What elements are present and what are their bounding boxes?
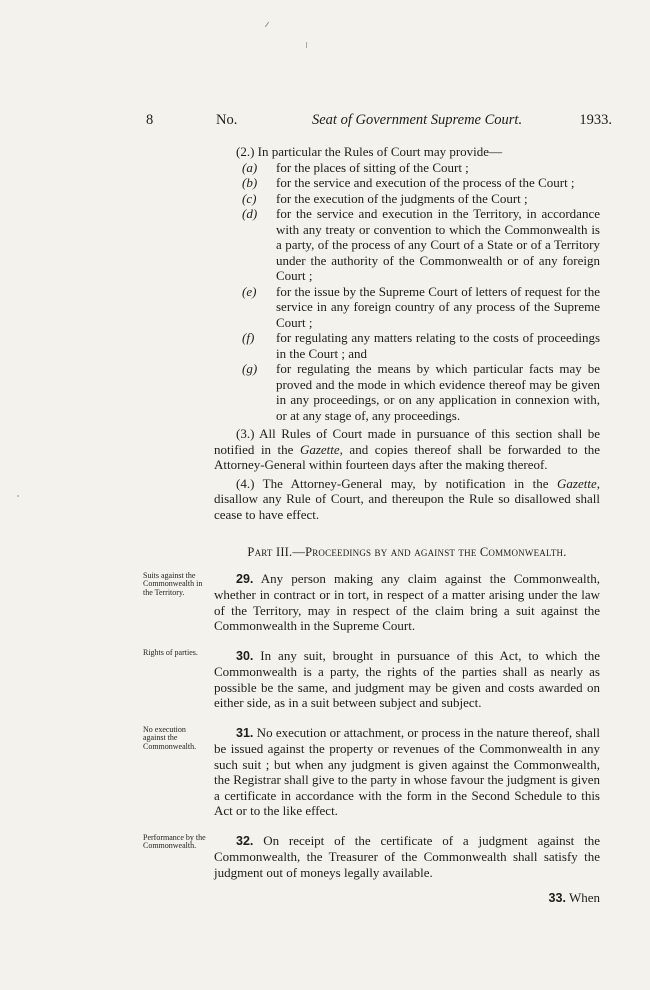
- section-31: [143, 724, 600, 819]
- page-number: 8: [146, 112, 154, 128]
- marginal-note: Rights of parties.: [143, 647, 198, 657]
- section-number: 30.: [236, 648, 254, 663]
- catchword: 33. When: [548, 890, 600, 905]
- marginal-note: No execution against the Commonwealth.: [143, 724, 197, 751]
- list-item: [214, 330, 600, 361]
- subsection-3: (3.) All Rules of Court made in pursuance of this section shall be notified in the Gazette, and copies thereof shall be forwarded to the Attorney-General within fourteen days after the making thereof.: [214, 426, 600, 472]
- document-body: [143, 144, 600, 907]
- section-text: No execution or attachment, or process in the nature thereof, shall be issued against the property or revenues of the Commonwealth in any such suit ; but when any judgment is given against the Commonwealth, the Registrar shall give to the party in whose favour the judgment is given a certificate in accordance with the form in the Second Schedule to this Act or to the like effect.: [214, 724, 600, 818]
- subsection-2-intro: (2.) In particular the Rules of Court may provide—: [236, 144, 503, 159]
- marginal-note: Performance by the Commonwealth.: [143, 832, 206, 850]
- item-text: for the places of sitting of the Court ;: [276, 159, 469, 175]
- paper-mark: [265, 22, 269, 27]
- running-header: [146, 112, 612, 132]
- list-item: [214, 361, 600, 423]
- gazette-italic: Gazette: [557, 475, 597, 491]
- running-title: Seat of Government Supreme Court.: [312, 112, 523, 128]
- section-number: 31.: [236, 725, 254, 740]
- item-label: (e): [242, 283, 257, 299]
- list-item: [214, 284, 600, 331]
- item-label: (c): [242, 190, 257, 206]
- item-text: for the issue by the Supreme Court of letters of request for the service in any foreign country of any process of the Supreme Court ;: [276, 283, 600, 330]
- item-label: (b): [242, 175, 258, 190]
- item-label: (a): [242, 159, 258, 175]
- section-text: In any suit, brought in pursuance of this Act, to which the Commonwealth is a party, the rights of the parties shall as nearly as possible be the same, and judgment may be given and costs awarded on either side, as in a suit between subject and subject.: [214, 647, 600, 710]
- list-item: [214, 175, 600, 191]
- list-item: [214, 160, 600, 176]
- section-text: Any person making any claim against the Commonwealth, whether in contract or in tort, in respect of a matter arising under the law of the Territory, may in respect of the claim bring a suit against the Commonwealth in the Supreme Court.: [214, 570, 600, 633]
- act-number-label: No.: [216, 112, 238, 128]
- item-text: for the execution of the judgments of the Court ;: [276, 190, 528, 206]
- item-text: for regulating the means by which particular facts may be proved and the mode in which evidence thereof may be given in any proceedings, or on any application in connexion with, or at any stage of, any proceedings.: [276, 361, 600, 423]
- section-32: [143, 832, 600, 881]
- paper-mark: [306, 42, 307, 48]
- item-label: (f): [242, 330, 255, 345]
- section-30: [143, 647, 600, 711]
- item-text: for the service and execution in the Territory, in accordance with any treaty or convention to which the Commonwealth is a party, of the process of any Court of a State or of a Territory under the authority of the Commonwealth or of any foreign Court ;: [276, 206, 600, 283]
- subsection-4: (4.) The Attorney-General may, by notification in the Gazette, disallow any Rule of Court, and thereupon the Rule so disallowed shall cease to have effect.: [214, 475, 600, 522]
- list-item: [214, 206, 600, 284]
- item-label: (d): [242, 206, 258, 221]
- gazette-italic: Gazette: [299, 441, 340, 457]
- section-number: 32.: [236, 833, 254, 848]
- item-text: for regulating any matters relating to the costs of proceedings in the Court ; and: [276, 330, 600, 361]
- section-29: [143, 570, 600, 634]
- part-heading: Part III.—Proceedings by and against the Commonwealth.: [247, 545, 567, 559]
- section-text: On receipt of the certificate of a judgment against the Commonwealth, the Treasurer of the Commonwealth shall satisfy the judgment out of moneys legally available.: [214, 832, 600, 880]
- year: 1933.: [579, 112, 612, 128]
- list-item: [214, 191, 600, 207]
- item-label: (g): [242, 361, 258, 376]
- section-number: 29.: [236, 571, 254, 586]
- item-text: for the service and execution of the process of the Court ;: [276, 175, 575, 190]
- marginal-note: Suits against the Commonwealth in the Territory.: [143, 570, 203, 597]
- paper-mark: [17, 495, 19, 497]
